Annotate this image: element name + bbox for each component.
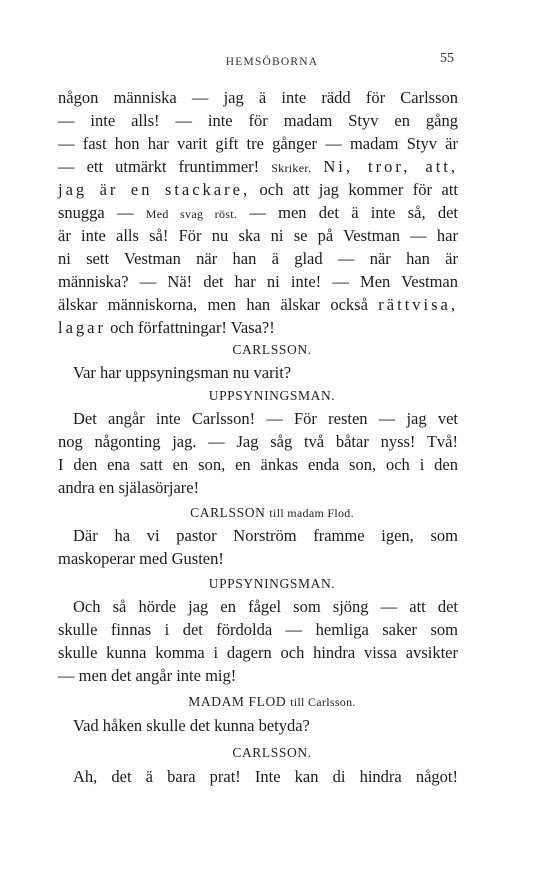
text-span: snugga — bbox=[58, 203, 134, 222]
text-line bbox=[58, 318, 458, 338]
running-title: HEMSÖBORNA bbox=[225, 56, 319, 68]
emphasized-text: lagar bbox=[58, 318, 106, 337]
text-line bbox=[58, 203, 458, 224]
speaker-name bbox=[0, 505, 544, 521]
stage-direction: till madam Flod. bbox=[269, 506, 354, 520]
text-span: och att jag kommer för att bbox=[259, 180, 458, 199]
speaker-label: MADAM FLOD bbox=[188, 694, 287, 709]
text-line: Och så hörde jag en fågel som sjöng — att det bbox=[73, 597, 458, 616]
text-line: — fast hon har varit gift tre gånger — madam Styv är bbox=[58, 134, 458, 153]
text-span: älskar människorna, men han älskar också bbox=[58, 295, 368, 314]
text-line: — inte alls! — inte för madam Styv en gång bbox=[58, 111, 458, 130]
text-line: skulle finnas i det fördolda — hemliga saker som bbox=[58, 620, 458, 639]
emphasized-text: jag är en stackare, bbox=[58, 180, 251, 199]
text-line: någon människa — jag ä inte rädd för Carlsson bbox=[58, 88, 458, 107]
text-line: är inte alls så! För nu ska ni se på Vestman — har bbox=[58, 226, 458, 245]
text-line: Det angår inte Carlsson! — För resten — jag vet bbox=[73, 409, 458, 428]
emphasized-text: Ni, tror, att, bbox=[323, 157, 458, 176]
speaker-name: CARLSSON. bbox=[232, 342, 312, 357]
text-line: Var har uppsyningsman nu varit? bbox=[73, 363, 292, 382]
text-line: Ah, det ä bara prat! Inte kan di hindra något! bbox=[73, 767, 458, 786]
text-line: nog någonting jag. — Jag såg två båtar nyss! Två! bbox=[58, 432, 458, 451]
text-line: I den ena satt en son, en änkas enda son, och i den bbox=[58, 455, 458, 474]
text-span: — men det ä inte så, det bbox=[249, 203, 458, 222]
speaker-name: UPPSYNINGSMAN. bbox=[208, 388, 336, 403]
speaker-label: CARLSSON bbox=[190, 505, 266, 520]
speaker-name: CARLSSON. bbox=[232, 745, 312, 760]
stage-direction: Med svag röst. bbox=[145, 207, 238, 221]
text-line bbox=[58, 180, 458, 200]
text-span: och författningar! Vasa?! bbox=[110, 318, 275, 337]
text-line: skulle kunna komma i dagern och hindra vissa avsikter bbox=[58, 643, 458, 662]
speaker-name: UPPSYNINGSMAN. bbox=[208, 576, 336, 591]
emphasized-text: rättvisa, bbox=[378, 295, 458, 314]
text-line: — men det angår inte mig! bbox=[58, 666, 237, 685]
text-line: människa? — Nä! det har ni inte! — Men Vestman bbox=[58, 272, 458, 291]
page-number: 55 bbox=[440, 51, 454, 66]
speaker-name bbox=[0, 694, 544, 710]
text-line bbox=[58, 157, 458, 178]
text-line bbox=[58, 295, 458, 315]
text-line: andra en själasörjare! bbox=[58, 478, 200, 497]
text-span: — ett utmärkt fruntimmer! bbox=[58, 157, 260, 176]
text-line: Där ha vi pastor Norström framme igen, som bbox=[73, 526, 458, 545]
stage-direction: till Carlsson. bbox=[290, 695, 356, 709]
text-line: Vad håken skulle det kunna betyda? bbox=[73, 716, 310, 735]
text-line: maskoperar med Gusten! bbox=[58, 549, 224, 568]
text-line: ni sett Vestman när han ä glad — när han är bbox=[58, 249, 458, 268]
stage-direction: Skriker. bbox=[271, 161, 312, 175]
